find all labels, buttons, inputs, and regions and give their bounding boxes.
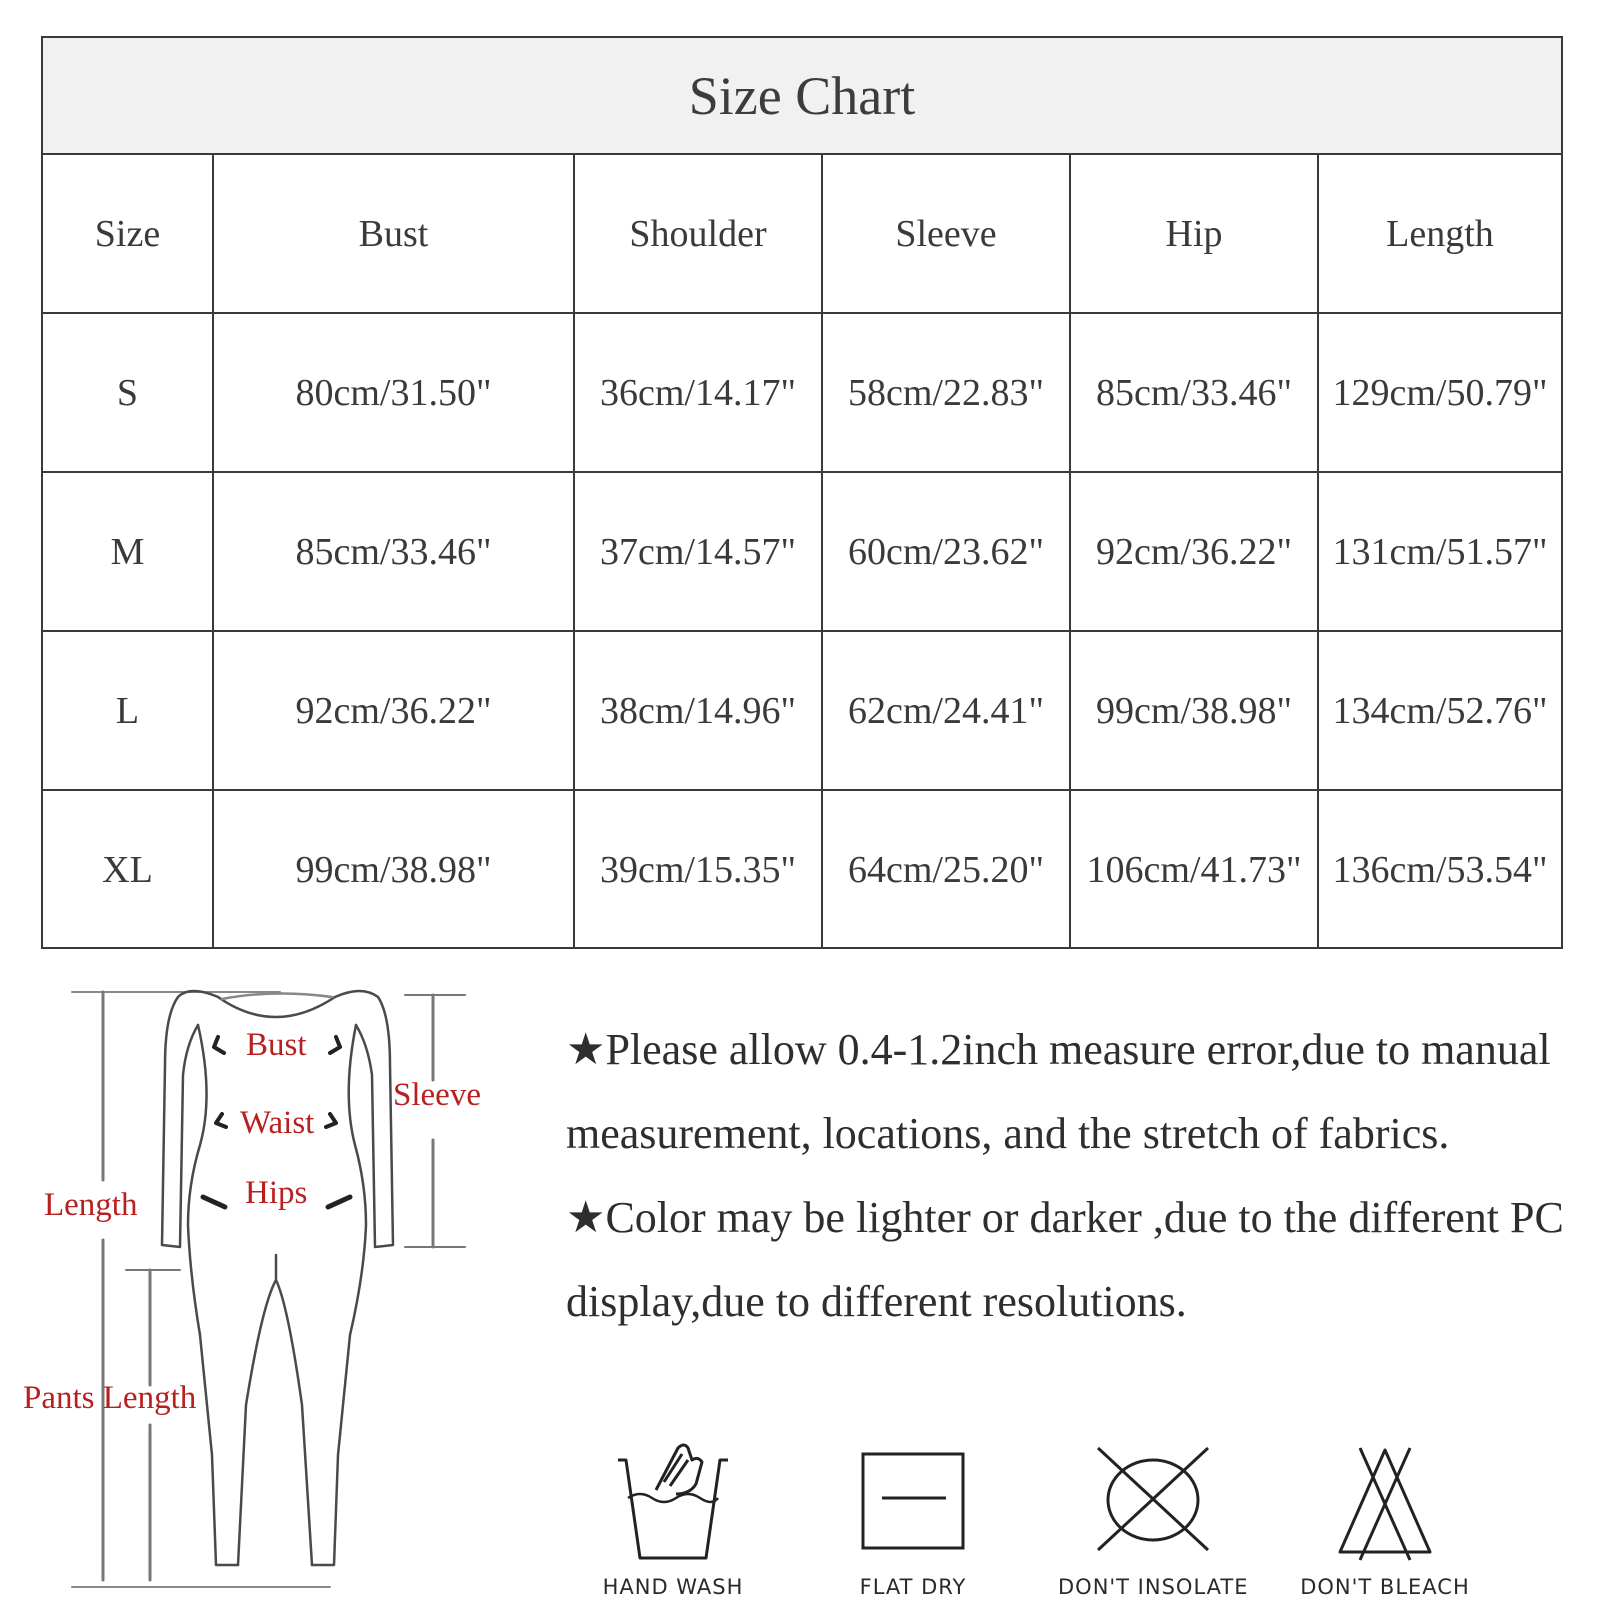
care-label: FLAT DRY — [859, 1575, 967, 1599]
table-row — [43, 631, 1561, 790]
sleeve-cell: 60cm/23.62" — [822, 472, 1070, 631]
care-flat-dry — [818, 1440, 1008, 1600]
table-row — [43, 790, 1561, 948]
bust-cell: 80cm/31.50" — [213, 313, 574, 472]
note-measure-error: ★Please allow 0.4-1.2inch measure error,due to manual measurement, locations, and the stretch of fabrics. — [566, 1025, 1551, 1158]
sleeve-cell: 64cm/25.20" — [822, 790, 1070, 948]
label-length: Length — [44, 1187, 138, 1223]
length-cell: 134cm/52.76" — [1318, 631, 1561, 790]
dont-insolate-icon — [1058, 1440, 1248, 1570]
sleeve-cell: 62cm/24.41" — [822, 631, 1070, 790]
column-header-sleeve: Sleeve — [822, 155, 1070, 313]
size-table — [43, 155, 1561, 948]
sleeve-cell: 58cm/22.83" — [822, 313, 1070, 472]
hip-cell: 99cm/38.98" — [1070, 631, 1318, 790]
note-color: ★Color may be lighter or darker ,due to the different PC display,due to different resolutions. — [566, 1193, 1564, 1326]
care-dont-insolate — [1058, 1440, 1248, 1600]
chart-title: Size Chart — [43, 38, 1561, 155]
length-cell: 136cm/53.54" — [1318, 790, 1561, 948]
bust-cell: 99cm/38.98" — [213, 790, 574, 948]
notes — [566, 1008, 1576, 1344]
column-header-length: Length — [1318, 155, 1561, 313]
size-chart — [41, 36, 1563, 949]
header-row — [43, 155, 1561, 313]
size-cell: M — [43, 472, 213, 631]
hip-cell: 85cm/33.46" — [1070, 313, 1318, 472]
bust-cell: 92cm/36.22" — [213, 631, 574, 790]
label-pants-length: Pants Length — [23, 1380, 197, 1416]
table-row — [43, 313, 1561, 472]
hand-wash-icon — [578, 1440, 768, 1570]
shoulder-cell: 37cm/14.57" — [574, 472, 822, 631]
length-cell: 131cm/51.57" — [1318, 472, 1561, 631]
care-label: DON'T INSOLATE — [1058, 1575, 1249, 1599]
label-bust: Bust — [246, 1027, 307, 1063]
hip-cell: 106cm/41.73" — [1070, 790, 1318, 948]
size-cell: L — [43, 631, 213, 790]
bust-cell: 85cm/33.46" — [213, 472, 574, 631]
length-cell: 129cm/50.79" — [1318, 313, 1561, 472]
dont-bleach-icon — [1290, 1440, 1480, 1570]
care-dont-bleach — [1290, 1440, 1480, 1600]
care-label: DON'T BLEACH — [1300, 1575, 1470, 1599]
column-header-bust: Bust — [213, 155, 574, 313]
label-hips: Hips — [245, 1175, 308, 1211]
measurement-figure — [0, 975, 520, 1600]
hip-cell: 92cm/36.22" — [1070, 472, 1318, 631]
table-row — [43, 472, 1561, 631]
care-hand-wash — [578, 1440, 768, 1600]
size-cell: S — [43, 313, 213, 472]
flat-dry-icon — [818, 1440, 1008, 1570]
shoulder-cell: 36cm/14.17" — [574, 313, 822, 472]
size-cell: XL — [43, 790, 213, 948]
column-header-size: Size — [43, 155, 213, 313]
label-sleeve: Sleeve — [393, 1077, 481, 1113]
column-header-hip: Hip — [1070, 155, 1318, 313]
label-waist: Waist — [240, 1105, 315, 1141]
shoulder-cell: 39cm/15.35" — [574, 790, 822, 948]
jumpsuit-outline-icon — [0, 975, 520, 1600]
shoulder-cell: 38cm/14.96" — [574, 631, 822, 790]
care-label: HAND WASH — [602, 1575, 744, 1599]
column-header-shoulder: Shoulder — [574, 155, 822, 313]
